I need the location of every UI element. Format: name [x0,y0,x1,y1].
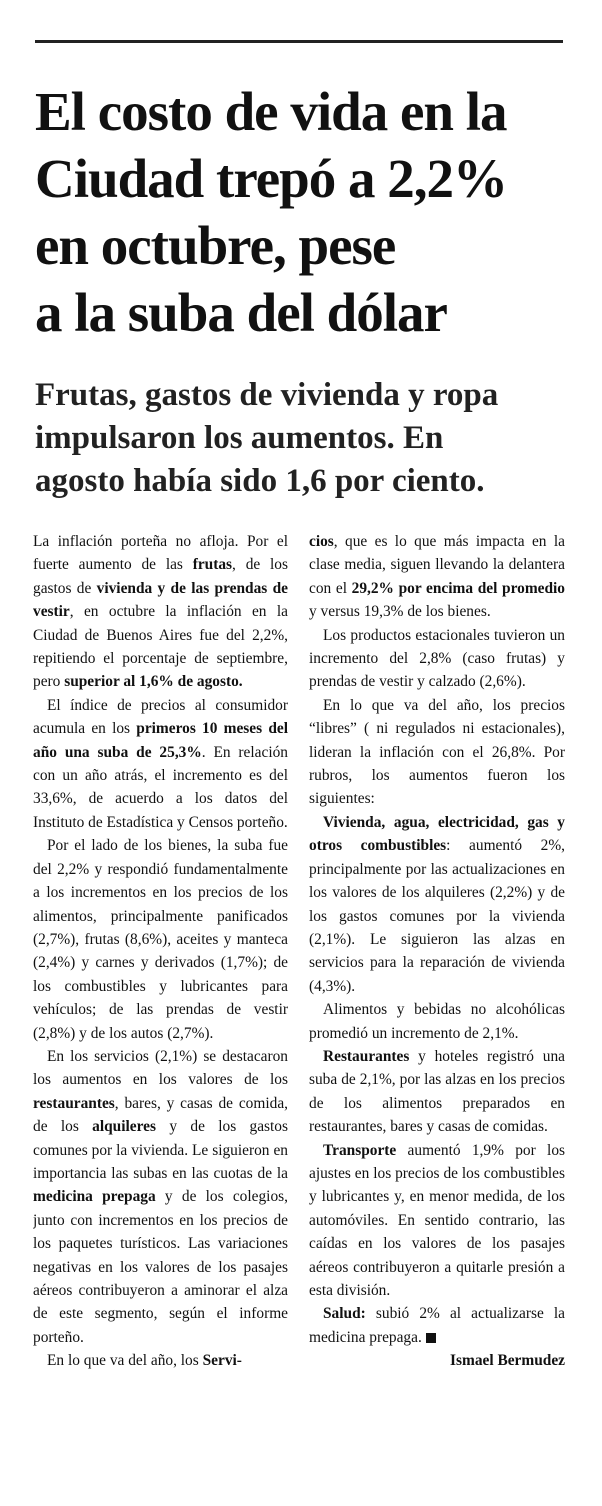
body-paragraph [33,1045,288,1349]
top-rule [35,40,563,43]
text-run: El índice de precios al consumidor acumula en los [33,696,288,738]
text-run: La inflación porteña no afloja. Por el fuerte aumento de las [33,533,288,574]
body-paragraph [309,694,565,811]
text-run: y versus 19,3% de los bienes. [309,603,491,621]
bold-phrase: 29,2% por encima del promedio [351,579,565,597]
bold-phrase: vivienda y de las prendas de vestir [33,579,288,621]
bold-phrase: superior al 1,6% de agosto. [64,673,243,691]
body-paragraph [309,1045,565,1139]
subheadline [35,374,575,503]
byline: Ismael Bermudez [450,1352,565,1370]
subheadline-line: impulsaron los aumentos. En [35,420,444,456]
bold-phrase: cios [309,533,334,550]
body-column-left [33,530,288,1373]
headline-line: en octubre, pese [35,215,396,276]
bold-phrase: Vivienda, agua, electricidad, gas y otros combustibles [309,813,565,855]
headline-line: Ciudad trepó a 2,2% [35,148,507,209]
text-run: , de los gastos de [33,556,288,597]
bold-phrase: Salud: [323,1305,366,1323]
body-paragraph [33,694,288,834]
headline-line: a la suba del dólar [35,282,447,343]
body-paragraph [33,530,288,694]
body-paragraph [309,998,565,1045]
bold-phrase: Restaurantes [323,1047,410,1065]
bold-phrase: restaurantes [33,1094,115,1112]
bold-phrase: Transporte [323,1141,397,1159]
body-paragraph [309,1302,565,1349]
body-paragraph [309,530,565,624]
body-paragraph [309,811,565,998]
text-run: , bares, y casas de comida, de los [33,1094,288,1136]
text-run: , en octubre la inflación en la Ciudad de Buenos Aires fue del 2,2%, repitiendo el porcentaje de septiembre, pero [33,603,288,691]
text-run: y de los colegios, junto con incrementos en los precios de los paquetes turísticos. Las variaciones negativas en los valores de los pasajes aéreos contribuyeron a aminorar el alza de este segmento, según el informe porteño. [33,1188,288,1346]
text-run: : aumentó 2%, principalmente por las actualizaciones en los valores de los alquileres (2,2%) y de los gastos comunes por la vivienda (2,1%). Le siguieron las alzas en servicios para la reparación de vivienda (4,3%). [309,837,565,995]
body-paragraph [33,1349,288,1372]
bold-phrase: alquileres [92,1118,157,1136]
bold-phrase: medicina prepaga [33,1188,156,1206]
headline [35,78,575,346]
bold-phrase: primeros 10 meses del año una suba de 25,3% [33,720,288,761]
body-paragraph [33,834,288,1045]
body-paragraph [309,624,565,694]
bold-phrase: Servi- [202,1352,242,1370]
text-run: Alimentos y bebidas no alcohólicas promedió un incremento de 2,1%. [309,1001,565,1042]
text-run: , que es lo que más impacta en la clase media, siguen llevando la delantera con el [309,533,565,597]
bold-phrase: frutas [192,556,233,574]
text-run: aumentó 1,9% por los ajustes en los precios de los combustibles y lubricantes y, en menor medida, de los automóviles. En sentido contrario, las caídas en los valores de los pasajes aéreos contribuyeron a quitarle presión a esta división. [309,1141,565,1299]
text-run: En lo que va del año, los precios “libres” ( ni regulados ni estacionales), lideran la inflación con el 26,8%. Por rubros, los aumentos fueron los siguientes: [309,696,565,808]
text-run: En los servicios (2,1%) se destacaron los aumentos en los valores de los [33,1047,288,1089]
subheadline-line: agosto había sido 1,6 por ciento. [35,463,485,499]
text-run: En lo que va del año, los [47,1352,203,1370]
subheadline-line: Frutas, gastos de vivienda y ropa [35,377,499,413]
body-paragraph [309,1139,565,1303]
body-column-right [309,530,565,1373]
text-run: Los productos estacionales tuvieron un incremento del 2,8% (caso frutas) y prendas de vestir y calzado (2,6%). [309,626,565,691]
text-run: subió 2% al actualizarse la medicina prepaga. [309,1305,565,1346]
text-run: y de los gastos comunes por la vivienda. Le siguieron en importancia las subas en las cuotas de la [33,1118,288,1182]
text-run: Por el lado de los bienes, la suba fue del 2,2% y respondió fundamentalmente a los incrementos en los precios de los alimentos, principalmente panificados (2,7%), frutas (8,6%), aceites y manteca (2,4%) y carnes y derivados (1,7%); de los combustibles y lubricantes para vehículos; de las prendas de vestir (2,8%) y de los autos (2,7%). [33,837,288,1042]
end-of-article-mark [426,1333,436,1343]
headline-line: El costo de vida en la [35,81,507,142]
text-run: . En relación con un año atrás, el incremento es del 33,6%, de acuerdo a los datos del Instituto de Estadística y Censos porteño. [33,743,288,831]
text-run: y hoteles registró una suba de 2,1%, por las alzas en los precios de los alimentos preparados en restaurantes, bares y casas de comidas. [309,1047,565,1136]
